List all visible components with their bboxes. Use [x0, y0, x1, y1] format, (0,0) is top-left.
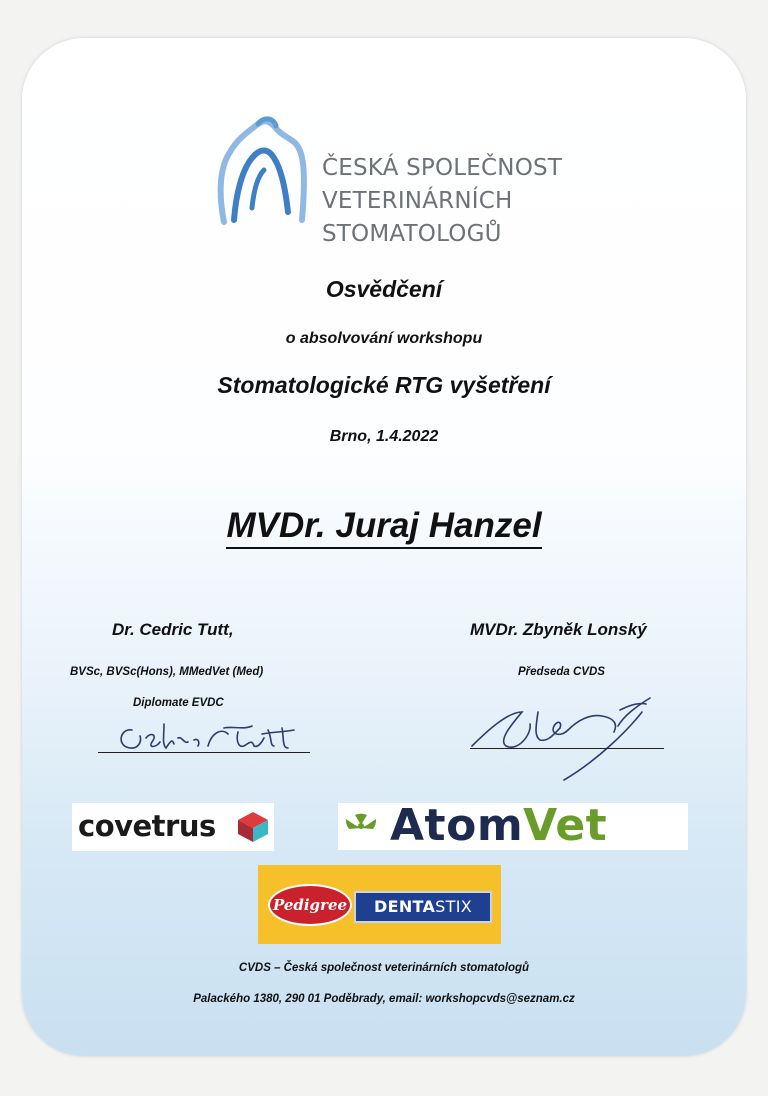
recipient-name	[24, 506, 744, 546]
dentastix-bold-text: DENTA	[374, 897, 436, 916]
pedigree-dentastix-logo	[258, 865, 501, 944]
signatory-1-credentials: BVSc, BVSc(Hons), MMedVet (Med)	[70, 666, 264, 678]
recipient-name-text: MVDr. Juraj Hanzel	[226, 506, 541, 549]
atomvet-vet-text: Vet	[523, 800, 608, 851]
footer-organization: CVDS – Česká společnost veterinárních stomatologů	[238, 962, 530, 974]
signatory-1-role: Diplomate EVDC	[133, 697, 224, 709]
atomvet-wordmark	[390, 800, 607, 851]
certificate-subtitle: o absolvování workshopu	[285, 330, 483, 347]
workshop-name: Stomatologické RTG vyšetření	[217, 372, 551, 398]
signatory-2-name: MVDr. Zbyněk Lonský	[470, 620, 647, 639]
signatory-2-role: Předseda CVDS	[518, 666, 605, 678]
dentastix-light-text: STIX	[435, 897, 472, 916]
covetrus-cube-icon	[236, 810, 270, 844]
dentastix-badge	[354, 891, 492, 923]
tooth-house-icon	[212, 112, 312, 232]
place-date: Brno, 1.4.2022	[329, 428, 439, 445]
org-name-line-3: STOMATOLOGŮ	[322, 221, 502, 247]
atomvet-atom-text: Atom	[390, 800, 524, 851]
covetrus-logo	[72, 803, 274, 851]
signature-2-line	[470, 748, 664, 749]
signature-2-icon	[468, 690, 678, 785]
radiation-icon	[344, 811, 378, 843]
footer-address: Palackého 1380, 290 01 Poděbrady, email: workshopcvds@seznam.cz	[193, 993, 575, 1005]
organization-name	[322, 152, 602, 251]
atomvet-logo	[338, 800, 688, 851]
covetrus-wordmark: covetrus	[78, 809, 216, 843]
pedigree-badge: Pedigree	[268, 884, 352, 926]
org-name-line-1: ČESKÁ SPOLEČNOST	[322, 155, 563, 181]
signatory-1-name: Dr. Cedric Tutt,	[112, 620, 234, 639]
signature-1-line	[98, 752, 310, 753]
certificate-title: Osvědčení	[325, 276, 443, 302]
org-name-line-2: VETERINÁRNÍCH	[322, 188, 513, 214]
